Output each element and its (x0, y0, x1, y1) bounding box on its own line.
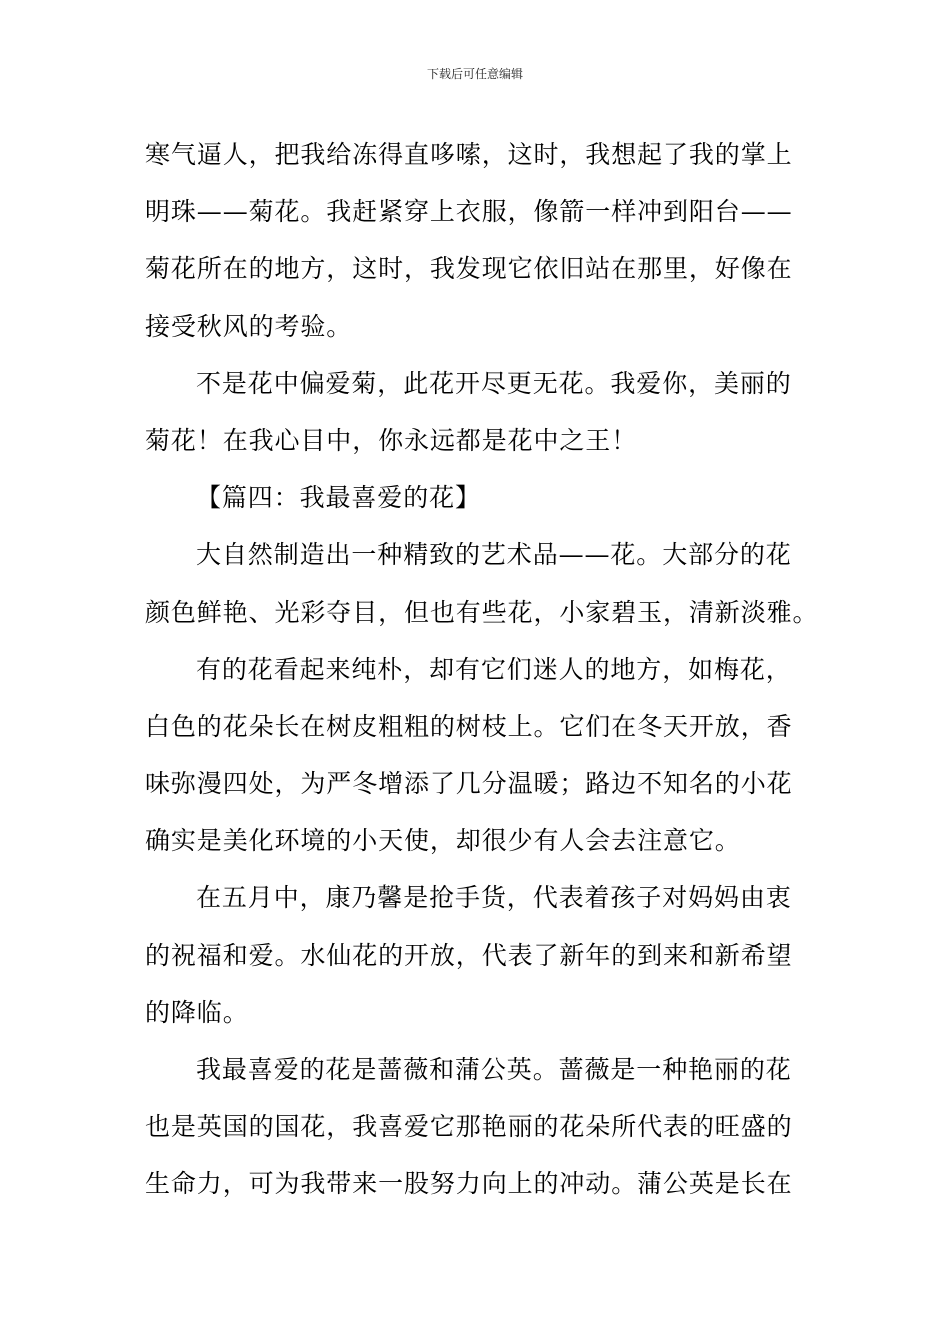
paragraph-first-line: 不是花中偏爱菊，此花开尽更无花。我爱你，美丽的 (196, 368, 792, 398)
text-line: 菊花所在的地方，这时，我发现它依旧站在那里，好像在 (145, 254, 793, 284)
paragraph-first-line: 大自然制造出一种精致的艺术品——花。大部分的花 (196, 540, 792, 570)
text-line: 味弥漫四处，为严冬增添了几分温暖；路边不知名的小花 (145, 769, 793, 799)
text-line: 的降临。 (145, 997, 249, 1027)
paragraph-first-line: 我最喜爱的花是蔷薇和蒲公英。蔷薇是一种艳丽的花 (196, 1055, 792, 1084)
paragraph-first-line: 在五月中，康乃馨是抢手货，代表着孩子对妈妈由衷 (196, 883, 792, 913)
text-line: 的祝福和爱。水仙花的开放，代表了新年的到来和新希望 (145, 940, 793, 970)
text-line: 也是英国的国花，我喜爱它那艳丽的花朵所代表的旺盛的 (145, 1112, 793, 1142)
text-line: 菊花！在我心目中，你永远都是花中之王！ (145, 425, 638, 455)
text-line: 生命力，可为我带来一股努力向上的冲动。蒲公英是长在 (145, 1169, 793, 1199)
text-line: 接受秋风的考验。 (145, 311, 353, 341)
page-header-note: 下载后可任意编辑 (426, 67, 523, 81)
text-line: 寒气逼人，把我给冻得直哆嗦，这时，我想起了我的掌上 (145, 140, 793, 169)
text-line: 明珠——菊花。我赶紧穿上衣服，像箭一样冲到阳台—— (145, 197, 793, 227)
section-heading: 【篇四：我最喜爱的花】 (196, 483, 481, 513)
paragraph-first-line: 有的花看起来纯朴，却有它们迷人的地方，如梅花， (196, 654, 792, 684)
text-line: 白色的花朵长在树皮粗粗的树枝上。它们在冬天开放，香 (145, 711, 793, 741)
text-line: 确实是美化环境的小天使，却很少有人会去注意它。 (145, 826, 741, 856)
document-body (145, 126, 819, 1213)
text-line: 颜色鲜艳、光彩夺目，但也有些花，小家碧玉，清新淡雅。 (145, 597, 819, 627)
